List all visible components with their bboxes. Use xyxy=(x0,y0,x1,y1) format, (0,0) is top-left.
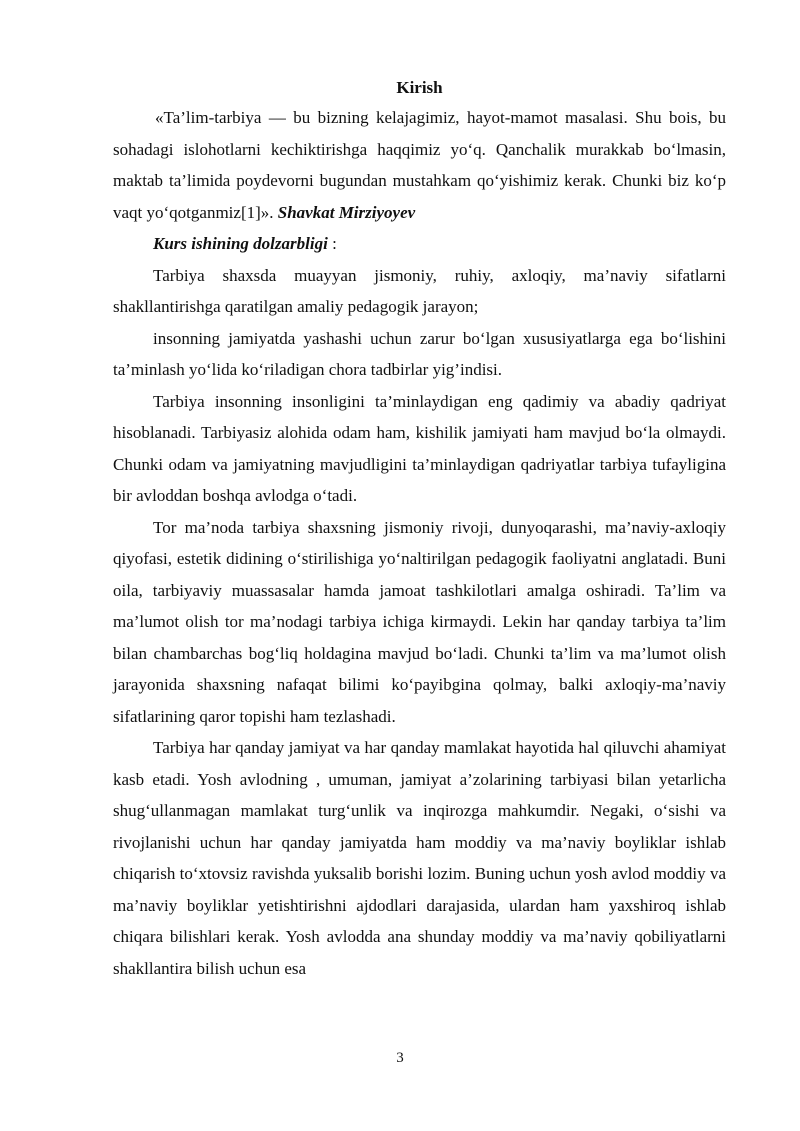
relevance-heading-suffix: : xyxy=(327,234,337,253)
quote-author: Shavkat Mirziyoyev xyxy=(277,202,416,222)
body-paragraph: Tarbiya shaxsda muayyan jismoniy, ruhiy, axloqiy, ma’naviy sifatlarni shakllantirishga qaratilgan amaliy pedagogik jarayon; xyxy=(113,265,726,316)
body-paragraph: insonning jamiyatda yashashi uchun zarur bo‘lgan xususiyatlarga ega bo‘lishini ta’minlash yo‘lida ko‘riladigan chora tadbirlar yig’indisi. xyxy=(113,328,726,379)
body-paragraph: Tarbiya har qanday jamiyat va har qanday mamlakat hayotida hal qiluvchi ahamiyat kasb etadi. Yosh avlodning , umuman, jamiyat a’zolarining tarbiyasi bilan yetarlicha shug‘ullanmagan mamlakat turg‘unlik va inqirozga mahkumdir. Negaki, o‘sishi va rivojlanishi uchun har qanday jamiyatda ham moddiy va ma’naviy boyliklar ishlab chiqarish to‘xtovsiz ravishda yuksalib borishi lozim. Buning uchun yosh avlod moddiy va ma’naviy boyliklar yetishtirishni ajdodlari darajasida, ulardan ham yaxshiroq ishlab chiqara bilishlari kerak. Yosh avlodda ana shunday moddiy va ma’naviy qobiliyatlarni shakllantira bilish uchun esa xyxy=(113,738,726,978)
relevance-heading-line xyxy=(113,228,726,260)
page-title: Kirish xyxy=(396,78,443,97)
page-number: 3 xyxy=(396,1050,404,1066)
quote-text: «Ta’lim-tarbiya — bu bizning kelajagimiz, hayot-mamot masalasi. Shu bois, bu sohadagi islohotlarni kechiktirishga haqqimiz yo‘q. Qanchalik murakkab bo‘lmasin, maktab ta’limida poydevorni bugundan mustahkam qo‘yishimiz kerak. Chunki biz ko‘p vaqt yo‘qotganmiz[1]». xyxy=(113,108,726,222)
body-paragraph: Tarbiya insonning insonligini ta’minlaydigan eng qadimiy va abadiy qadriyat hisoblanadi. Tarbiyasiz alohida odam ham, kishilik jamiyati ham mavjud bo‘la olmaydi. Chunki odam va jamiyatning mavjudligini ta’minlaydigan qadriyatlar tarbiya tufayligina bir avloddan boshqa avlodga o‘tadi. xyxy=(113,391,726,505)
epigraph-quote xyxy=(113,102,726,228)
body-paragraph: Tor ma’noda tarbiya shaxsning jismoniy rivoji, dunyoqarashi, ma’naviy-axloqiy qiyofasi, estetik didining o‘stirilishiga yo‘naltirilgan pedagogik faoliyatni anglatadi. Buni oila, tarbiyaviy muassasalar hamda jamoat tashkilotlari amalga oshiradi. Ta’lim va ma’lumot olish tor ma’nodagi tarbiya ichiga kirmaydi. Lekin har qanday tarbiya ta’lim bilan chambarchas bog‘liq holdagina mavjud bo‘ladi. Chunki ta’lim va ma’lumot olish jarayonida shaxsning nafaqat bilimi ko‘payibgina qolmay, balki axloqiy-ma’naviy sifatlarining qaror topishi ham tezlashadi. xyxy=(113,517,726,726)
document-page xyxy=(113,74,726,984)
relevance-heading: Kurs ishining dolzarbligi xyxy=(153,234,328,253)
